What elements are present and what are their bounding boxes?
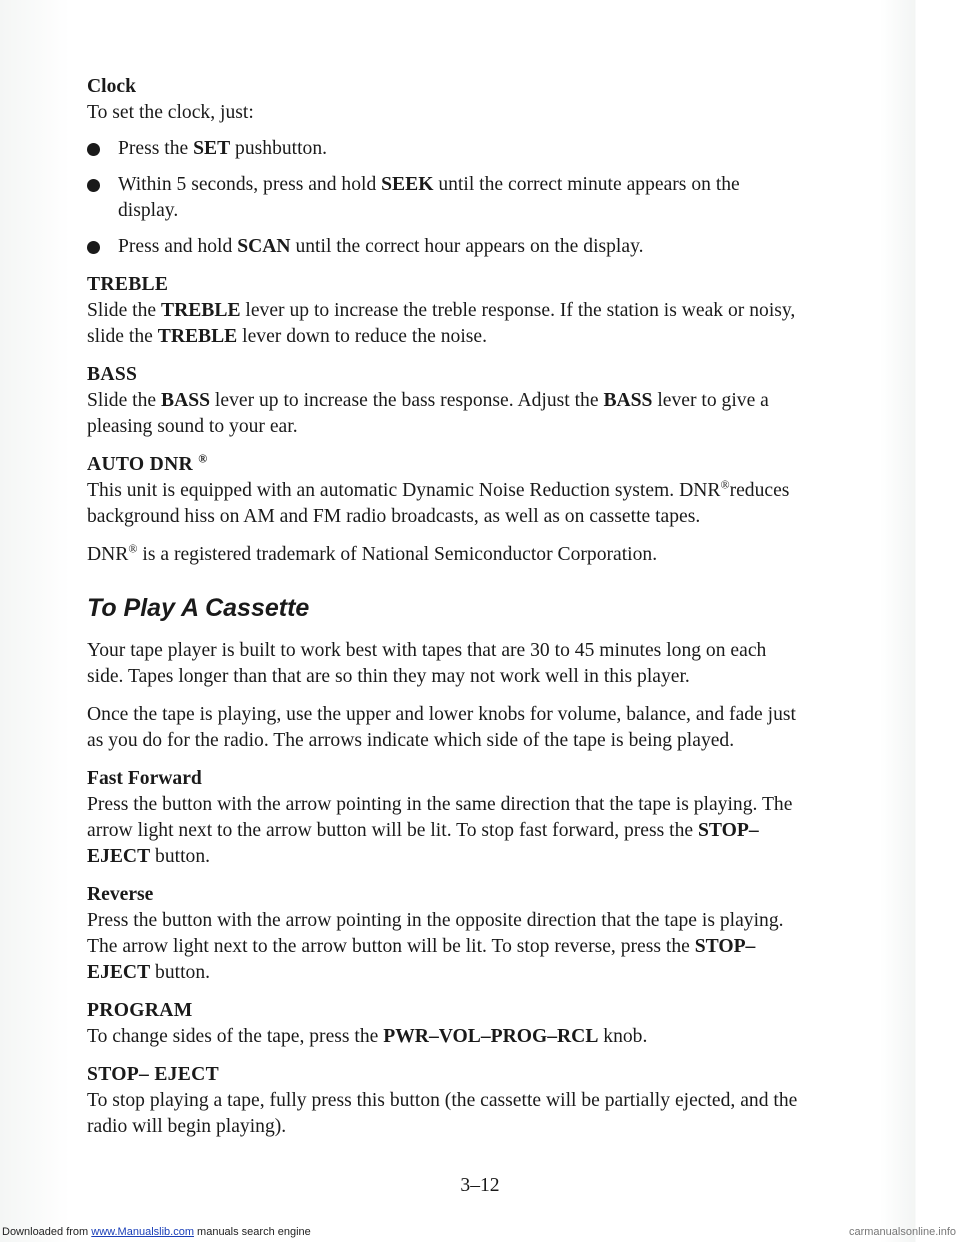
reverse-section (87, 882, 802, 986)
treble-text: Slide the TREBLE lever up to increase the treble response. If the station is weak or noisy, slide the TREBLE lever down to reduce the noise. (87, 300, 796, 347)
stop-eject-text: To stop playing a tape, fully press this button (the cassette will be partially ejected, and the radio will begin playing). (87, 1090, 798, 1137)
fast-forward-section (87, 766, 802, 870)
treble-heading: TREBLE (87, 274, 169, 295)
dnr-text: This unit is equipped with an automatic Dynamic Noise Reduction system. DNR®reduces background hiss on AM and FM radio broadcasts, as well as on cassette tapes. (87, 477, 790, 527)
bass-heading: BASS (87, 364, 138, 385)
list-item: Press and hold SCAN until the correct hour appears on the display. (87, 234, 802, 260)
cassette-title: To Play A Cassette (87, 594, 310, 622)
bullet-icon (87, 143, 100, 156)
stop-eject-heading: STOP– EJECT (87, 1064, 219, 1085)
list-item: Press the SET pushbutton. (87, 136, 802, 162)
bullet-icon (87, 179, 100, 192)
program-section (87, 998, 802, 1050)
dnr-trademark: DNR® is a registered trademark of National Semiconductor Corporation. (87, 541, 658, 565)
stop-eject-section (87, 1062, 802, 1140)
dnr-heading: AUTO DNR ® (87, 451, 208, 475)
site-watermark: carmanualsonline.info (848, 1226, 956, 1238)
clock-steps (87, 136, 802, 260)
page-content (87, 74, 802, 1152)
cassette-paragraph-1: Your tape player is built to work best with tapes that are 30 to 45 minutes long on each side. Tapes longer than that are so thin they may not work well in this player. (87, 640, 767, 687)
treble-section (87, 272, 802, 350)
cassette-paragraph-2: Once the tape is playing, use the upper and lower knobs for volume, balance, and fade just as you do for the radio. The arrows indicate which side of the tape is being played. (87, 704, 796, 751)
bass-text: Slide the BASS lever up to increase the bass response. Adjust the BASS lever to give a pleasing sound to your ear. (87, 390, 769, 437)
clock-intro: To set the clock, just: (87, 102, 254, 123)
program-text: To change sides of the tape, press the PWR–VOL–PROG–RCL knob. (87, 1026, 648, 1047)
page-number: 3–12 (460, 1175, 500, 1196)
fast-forward-heading: Fast Forward (87, 768, 202, 789)
fast-forward-text: Press the button with the arrow pointing in the same direction that the tape is playing. The arrow light next to the arrow button will be lit. To stop fast forward, press the STOP–EJECT button. (87, 794, 793, 867)
program-heading: PROGRAM (87, 1000, 193, 1021)
clock-heading: Clock (87, 76, 136, 97)
manualslib-link[interactable]: www.Manualslib.com (91, 1226, 194, 1238)
bass-section (87, 362, 802, 440)
list-item: Within 5 seconds, press and hold SEEK until the correct minute appears on the display. (87, 172, 802, 224)
reverse-heading: Reverse (87, 884, 154, 905)
download-notice: Downloaded from www.Manualslib.com manuals search engine (2, 1226, 311, 1238)
reverse-text: Press the button with the arrow pointing in the opposite direction that the tape is playing. The arrow light next to the arrow button will be lit. To stop reverse, press the STOP–EJECT button. (87, 910, 784, 983)
dnr-section (87, 452, 802, 530)
bullet-icon (87, 241, 100, 254)
